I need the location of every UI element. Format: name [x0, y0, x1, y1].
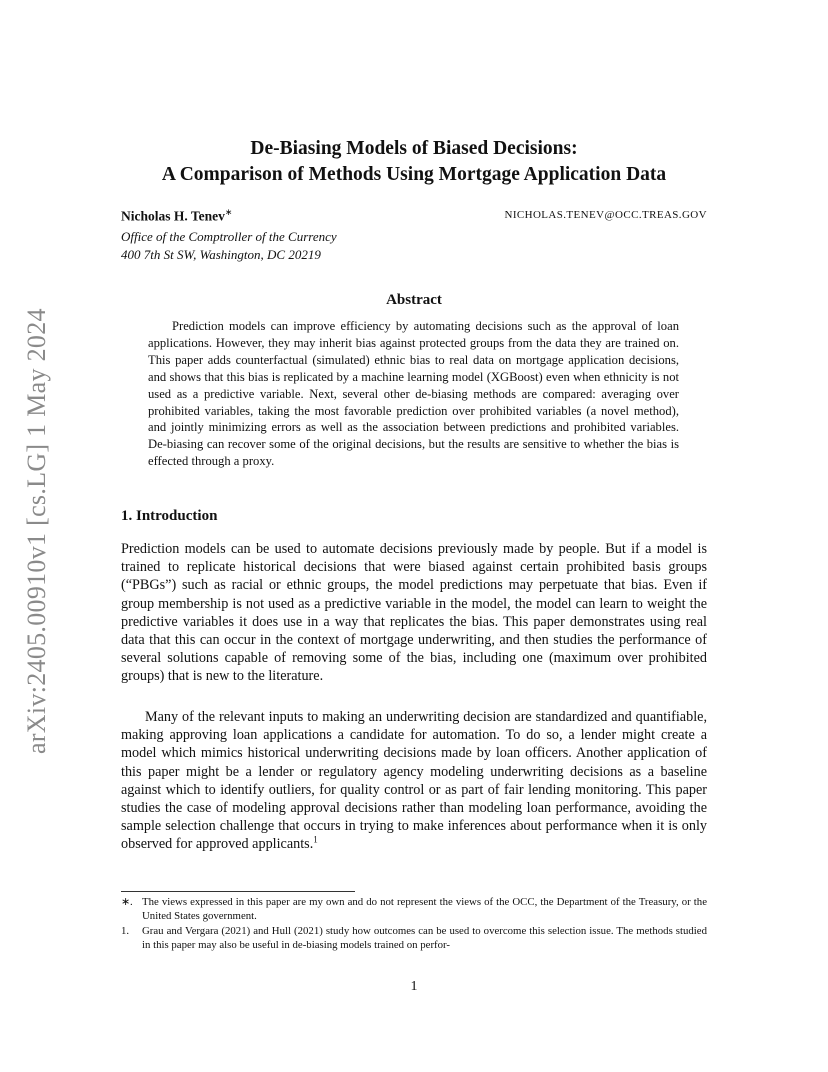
author-name: Nicholas H. Tenev [121, 208, 225, 224]
arxiv-identifier-stamp: arXiv:2405.00910v1 [cs.LG] 1 May 2024 [22, 308, 51, 754]
footnote-mark: 1. [121, 925, 130, 938]
author-footnote-mark: ∗ [224, 207, 233, 217]
author-affiliation [121, 228, 337, 264]
introduction-paragraph-2 [121, 708, 707, 854]
footnotes [121, 896, 707, 955]
introduction-paragraph-2-text: Many of the relevant inputs to making an underwriting decision are standardized and quantifiable, making approving loan applications a candidate for automation. To do so, a lender might create a model which mimics historical underwriting decisions made by loan officers. Another application of this paper might be a lender or regulatory agency modeling underwriting decisions as a baseline against which to identify outliers, for quality control or as part of fair lending monitoring. This paper studies the case of modeling approval decisions rather than modeling loan performance, avoiding the sample selection challenge that occurs in trying to make inferences about performance when it is only observed for approved applicants. [121, 709, 707, 853]
affiliation-line-2: 400 7th St SW, Washington, DC 20219 [121, 247, 321, 262]
footnote-reference-1[interactable]: 1 [313, 834, 318, 845]
footnote-1 [121, 925, 707, 952]
footnote-author [121, 896, 707, 923]
introduction-paragraph-1: Prediction models can be used to automate decisions previously made by people. But if a model is trained to replicate historical decisions that were biased against certain prohibited basis groups (“PBGs”) such as racial or ethnic groups, the model predictions may perpetuate that bias. Even if group membership is not used as a predictive variable in the model, the model can learn to weight the predictive variables it does use in a way that replicates the bias. This paper demonstrates using real data that this can occur in the context of mortgage underwriting, and then studies the performance of several solutions capable of removing some of the bias, including one (maximum over prohibited groups) that is new to the literature. [121, 541, 707, 685]
footnote-mark: ∗. [121, 896, 133, 908]
author-name-block [121, 207, 232, 225]
title-line-1: De-Biasing Models of Biased Decisions: [250, 138, 578, 159]
section-heading-introduction: 1. Introduction [121, 508, 218, 524]
paper-title [100, 136, 728, 188]
page-number: 1 [410, 979, 418, 994]
author-email[interactable]: NICHOLAS.TENEV@OCC.TREAS.GOV [504, 209, 707, 221]
footnote-divider [121, 891, 355, 892]
abstract-text: Prediction models can improve efficiency by automating decisions such as the approval of loan applications. However, they may inherit bias against protected groups from the data they are trained on. This paper adds counterfactual (simulated) ethnic bias to real data on mortgage application decisions, and shows that this bias is replicated by a machine learning model (XGBoost) even when ethnicity is not used as a predictive variable. Next, several other de-biasing methods are compared: averaging over prohibited variables, taking the most favorable prediction over prohibited variables (a novel method), and jointly minimizing errors as well as the association between predictions and prohibited variables. De-biasing can recover some of the original decisions, but the results are sensitive to whether the bias is effected through a proxy. [148, 319, 679, 469]
author-row [121, 207, 707, 227]
abstract-heading: Abstract [386, 292, 442, 308]
footnote-text: Grau and Vergara (2021) and Hull (2021) study how outcomes can be used to overcome this selection issue. The methods studied in this paper may also be useful in de-biasing models trained on perfor- [142, 925, 707, 952]
affiliation-line-1: Office of the Comptroller of the Currency [121, 229, 337, 244]
footnote-text: The views expressed in this paper are my own and do not represent the views of the OCC, the Department of the Treasury, or the United States government. [142, 896, 707, 922]
title-line-2: A Comparison of Methods Using Mortgage Application Data [161, 164, 667, 185]
